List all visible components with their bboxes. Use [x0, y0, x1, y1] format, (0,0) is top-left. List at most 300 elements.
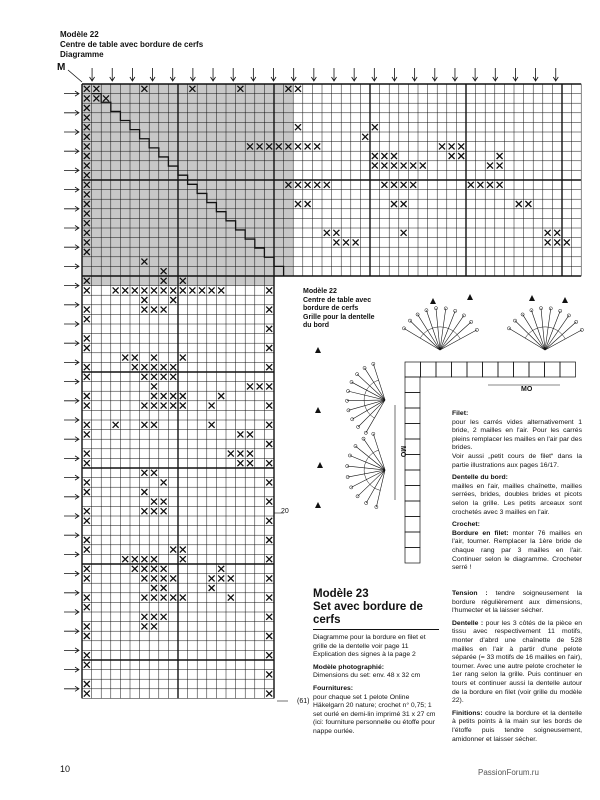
lace-tip	[315, 407, 321, 413]
inset-caption	[303, 288, 383, 331]
photo-label: Modèle photographié:	[313, 663, 384, 671]
x-mark	[141, 287, 147, 293]
x-mark	[247, 451, 253, 457]
fan-top-left-spoke	[440, 308, 446, 350]
x-mark	[266, 537, 272, 543]
x-mark	[84, 451, 90, 457]
row-arrow-left	[64, 514, 79, 519]
m-marker-label: M	[57, 62, 66, 73]
x-mark	[84, 547, 90, 553]
x-mark	[84, 623, 90, 629]
x-mark	[132, 355, 138, 361]
x-mark	[266, 460, 272, 466]
x-mark	[266, 556, 272, 562]
x-mark	[295, 86, 301, 92]
row-arrow	[231, 68, 236, 81]
x-mark	[151, 307, 157, 313]
watermark: PassionForum.ru	[478, 768, 539, 777]
x-mark	[324, 230, 330, 236]
inset-title: Centre de table avec bordure de cerfs	[303, 296, 372, 312]
lace-box	[405, 408, 420, 424]
supplies-text: pour chaque set 1 pelote Online Häkelgarn 20 nature; crochet n° 0,75; 1 set ourlé en demi-lin imprimé 31 x 27 cm (ici: fourniture personnelle ou étoffe pour nappe ourlée.	[313, 693, 436, 735]
row-arrow-left	[64, 302, 79, 307]
fan-top-right-spoke	[523, 314, 545, 350]
x-mark	[257, 383, 263, 389]
model-23-subtitle: Set avec bordure de cerfs	[313, 601, 423, 626]
x-mark	[401, 201, 407, 207]
x-mark	[333, 239, 339, 245]
lace-tip	[529, 295, 535, 301]
x-mark	[84, 460, 90, 466]
x-mark	[132, 364, 138, 370]
x-mark	[266, 499, 272, 505]
x-mark	[525, 201, 531, 207]
x-mark	[84, 691, 90, 697]
x-mark	[84, 575, 90, 581]
x-mark	[391, 163, 397, 169]
lace-box	[545, 362, 561, 377]
lace-box	[483, 362, 499, 377]
x-mark	[151, 403, 157, 409]
x-mark	[353, 239, 359, 245]
x-mark	[247, 460, 253, 466]
x-mark	[266, 652, 272, 658]
x-mark	[458, 153, 464, 159]
row-arrow	[533, 68, 538, 81]
fan-left-top-arc	[364, 380, 378, 418]
x-mark	[161, 508, 167, 514]
x-mark	[477, 182, 483, 188]
x-mark	[497, 153, 503, 159]
x-mark	[449, 143, 455, 149]
x-mark	[209, 585, 215, 591]
x-mark	[161, 374, 167, 380]
lace-box	[421, 362, 437, 377]
x-mark	[170, 374, 176, 380]
row-arrow	[170, 68, 175, 81]
x-mark	[141, 556, 147, 562]
row-arrow-left	[64, 590, 79, 595]
x-mark	[266, 671, 272, 677]
model-23-section	[313, 588, 439, 741]
row-arrow	[493, 68, 498, 81]
x-mark	[141, 489, 147, 495]
x-mark	[84, 431, 90, 437]
x-mark	[161, 393, 167, 399]
fan-top-left-spoke	[440, 315, 464, 350]
x-mark	[266, 441, 272, 447]
x-mark	[161, 307, 167, 313]
lace-box	[452, 362, 468, 377]
fan-left-bottom-spoke	[358, 470, 385, 496]
lace-box	[514, 362, 530, 377]
x-mark	[84, 662, 90, 668]
row-arrow	[392, 68, 397, 81]
x-mark	[266, 383, 272, 389]
x-mark	[161, 614, 167, 620]
x-mark	[305, 182, 311, 188]
x-mark	[132, 287, 138, 293]
x-mark	[554, 230, 560, 236]
x-mark	[84, 307, 90, 313]
row-arrow	[90, 68, 95, 81]
x-mark	[141, 623, 147, 629]
row-arrow-left	[64, 264, 79, 269]
x-mark	[161, 499, 167, 505]
inset-model: Modèle 22	[303, 288, 337, 295]
lace-box	[436, 362, 452, 377]
row-arrow-left	[64, 283, 79, 288]
lace-tip	[430, 298, 436, 304]
lace-box	[405, 362, 421, 377]
x-mark	[84, 479, 90, 485]
x-mark	[151, 556, 157, 562]
fan-top-right-picot	[575, 320, 578, 323]
x-mark	[333, 230, 339, 236]
x-mark	[266, 326, 272, 332]
x-mark	[381, 153, 387, 159]
fan-top-right-spoke	[545, 330, 582, 350]
x-mark	[372, 153, 378, 159]
x-mark	[343, 239, 349, 245]
fan-left-bottom-spoke	[373, 434, 385, 470]
x-mark	[218, 287, 224, 293]
row-arrow-left	[64, 130, 79, 135]
tension-text: tendre soigneusement la bordure régulièrement aux dimensions, l'humecter et la laisser sécher.	[452, 590, 583, 615]
lace-tip	[315, 502, 321, 508]
x-mark	[122, 287, 128, 293]
dentelle2-label: Dentelle :	[452, 619, 484, 627]
x-mark	[84, 335, 90, 341]
grid-marker-61: (61)	[297, 698, 310, 705]
x-mark	[180, 547, 186, 553]
x-mark	[151, 287, 157, 293]
row-arrow-left	[64, 686, 79, 691]
crochet-label: Crochet:	[452, 521, 480, 529]
x-mark	[170, 547, 176, 553]
x-mark	[170, 364, 176, 370]
x-mark	[84, 374, 90, 380]
x-mark	[266, 479, 272, 485]
row-arrow	[190, 68, 195, 81]
finitions-text: coudre la bordure et la dentelle à petits points à la main sur les bords de l'étoffe puis tendre soigneusement, amidonner et laisser sécher.	[452, 709, 582, 743]
x-mark	[266, 595, 272, 601]
x-mark	[305, 201, 311, 207]
x-mark	[391, 153, 397, 159]
finitions-label: Finitions:	[452, 709, 483, 717]
x-mark	[141, 374, 147, 380]
x-mark	[84, 652, 90, 658]
x-mark	[122, 556, 128, 562]
x-mark	[209, 287, 215, 293]
lace-box	[405, 548, 420, 564]
crochet-text: monter 76 mailles en l'air, tourner. Remplacer la 1ère bride de chaque rang par 3 mailles en l'air. Continuer selon le diagramme. Crocheter serré !	[452, 529, 583, 572]
row-arrow	[372, 68, 377, 81]
x-mark	[151, 595, 157, 601]
x-mark	[132, 556, 138, 562]
lace-box	[405, 455, 420, 471]
fan-left-bottom-spoke	[355, 446, 385, 470]
x-mark	[391, 182, 397, 188]
x-mark	[170, 595, 176, 601]
x-mark	[247, 431, 253, 437]
x-mark	[84, 403, 90, 409]
x-mark	[237, 451, 243, 457]
x-mark	[228, 451, 234, 457]
lace-tip	[562, 297, 568, 303]
x-mark	[266, 403, 272, 409]
x-mark	[161, 595, 167, 601]
x-mark	[180, 393, 186, 399]
x-mark	[84, 566, 90, 572]
supplies-label: Fournitures:	[313, 684, 354, 692]
x-mark	[237, 431, 243, 437]
x-mark	[84, 422, 90, 428]
x-mark	[170, 575, 176, 581]
filet-label: Filet:	[452, 410, 469, 417]
x-mark	[84, 518, 90, 524]
x-mark	[141, 403, 147, 409]
x-mark	[180, 287, 186, 293]
filet-text: pour les carrés vides alternativement 1 bride, 2 mailles en l'air. Pour les carrés pleins remplacer les mailles en l'air par des brides.	[452, 418, 582, 452]
x-mark	[113, 422, 119, 428]
x-mark	[295, 182, 301, 188]
lace-tip	[315, 347, 321, 353]
x-mark	[228, 575, 234, 581]
row-arrow	[311, 68, 316, 81]
row-arrow-left	[64, 322, 79, 327]
x-mark	[170, 403, 176, 409]
x-mark	[151, 393, 157, 399]
row-arrow-left	[64, 398, 79, 403]
lace-box	[405, 424, 420, 440]
x-mark	[84, 316, 90, 322]
x-mark	[141, 575, 147, 581]
photo-text: Dimensions du set: env. 48 x 32 cm	[313, 672, 421, 680]
lace-box	[405, 517, 420, 533]
x-mark	[497, 182, 503, 188]
x-mark	[554, 239, 560, 245]
row-arrow-left	[64, 437, 79, 442]
dentelle2-text: pour les 3 côtés de la pièce en tissu avec respectivement 11 motifs, monter d'abrd une chaînette de 528 mailles en l'air à partir d'une pelote séparée (= 33 motifs de 16 mailles en l'air), tourner. Avec une autre pelote crocheter le 1er rang selon la grille. Puis continuer en tours et continuer aussi la dentelle autour de la bordure en filet (voir grille du modèle 22).	[452, 619, 582, 705]
lace-tip	[467, 294, 473, 300]
x-mark	[314, 182, 320, 188]
row-arrow	[513, 68, 518, 81]
x-mark	[141, 470, 147, 476]
row-arrow-left	[64, 552, 79, 557]
x-mark	[372, 124, 378, 130]
row-arrow	[130, 68, 135, 81]
model-23-title: Modèle 23	[313, 588, 369, 600]
x-mark	[84, 287, 90, 293]
fan-top-right-spoke	[545, 315, 569, 350]
row-arrow-left	[64, 110, 79, 115]
x-mark	[266, 364, 272, 370]
x-mark	[113, 287, 119, 293]
x-mark	[84, 364, 90, 370]
x-mark	[381, 163, 387, 169]
x-mark	[420, 163, 426, 169]
x-mark	[468, 182, 474, 188]
x-mark	[247, 383, 253, 389]
row-arrow	[452, 68, 457, 81]
x-mark	[218, 575, 224, 581]
x-mark	[170, 287, 176, 293]
fan-left-top-spoke	[347, 400, 385, 401]
instructions-column-bottom	[452, 590, 582, 748]
dentelle-label: Dentelle du bord:	[452, 474, 508, 482]
x-mark	[180, 556, 186, 562]
lace-box	[529, 362, 545, 377]
lace-box	[405, 470, 420, 486]
row-arrow-left	[64, 494, 79, 499]
fan-top-right-spoke	[509, 328, 545, 350]
lace-box	[467, 362, 483, 377]
row-arrow-left	[64, 226, 79, 231]
x-mark	[545, 230, 551, 236]
row-arrow-left	[64, 629, 79, 634]
row-arrow-left	[64, 187, 79, 192]
x-mark	[84, 345, 90, 351]
x-mark	[266, 575, 272, 581]
row-arrow	[332, 68, 337, 81]
x-mark	[209, 403, 215, 409]
x-mark	[151, 374, 157, 380]
x-mark	[84, 633, 90, 639]
x-mark	[84, 595, 90, 601]
row-arrow-left	[64, 533, 79, 538]
x-mark	[449, 153, 455, 159]
row-arrow-left	[64, 245, 79, 250]
x-mark	[132, 566, 138, 572]
lace-box	[498, 362, 514, 377]
row-arrow	[352, 68, 357, 81]
row-arrow	[211, 68, 216, 81]
lace-tip	[317, 462, 323, 468]
fan-left-bottom-spoke	[347, 466, 385, 470]
lace-box	[405, 532, 420, 548]
x-mark	[401, 182, 407, 188]
fan-top-left-spoke	[440, 322, 471, 350]
x-mark	[324, 182, 330, 188]
lace-box	[405, 501, 420, 517]
x-mark	[170, 393, 176, 399]
x-mark	[122, 355, 128, 361]
inset-subtitle: Grille pour la dentelle du bord	[303, 313, 375, 329]
x-mark	[180, 595, 186, 601]
mo-label-horizontal: MO	[521, 386, 533, 393]
row-arrow-left	[64, 648, 79, 653]
x-mark	[458, 143, 464, 149]
x-mark	[151, 575, 157, 581]
lace-box	[405, 439, 420, 455]
x-mark	[487, 182, 493, 188]
x-mark	[266, 287, 272, 293]
x-mark	[439, 143, 445, 149]
x-mark	[180, 355, 186, 361]
lace-box	[560, 362, 576, 377]
x-mark	[266, 633, 272, 639]
x-mark	[545, 239, 551, 245]
row-arrow-left	[64, 206, 79, 211]
x-mark	[84, 508, 90, 514]
x-mark	[84, 489, 90, 495]
row-arrow	[473, 68, 478, 81]
x-mark	[141, 307, 147, 313]
lace-box	[405, 486, 420, 502]
fan-top-right-picot	[559, 309, 562, 312]
x-mark	[151, 566, 157, 572]
x-mark	[314, 143, 320, 149]
fan-top-left-spoke	[404, 328, 440, 350]
x-mark	[237, 460, 243, 466]
x-mark	[161, 566, 167, 572]
fan-top-right-spoke	[545, 322, 576, 350]
x-mark	[84, 681, 90, 687]
x-mark	[170, 297, 176, 303]
row-arrow-left	[64, 610, 79, 615]
fan-left-top-spoke	[348, 391, 385, 400]
x-mark	[266, 422, 272, 428]
x-mark	[151, 499, 157, 505]
x-mark	[218, 393, 224, 399]
row-arrow	[553, 68, 558, 81]
x-mark	[410, 163, 416, 169]
header-model: Modèle 22	[60, 30, 99, 39]
dentelle-text: mailles en l'air, mailles chaînette, mailles serrées, brides, doubles brides et picots selon la grille. Les petits arceaux sont crochetés avec 3 mailles en l'air.	[452, 482, 582, 516]
x-mark	[151, 422, 157, 428]
x-mark	[266, 307, 272, 313]
x-mark	[266, 614, 272, 620]
x-mark	[180, 403, 186, 409]
x-mark	[151, 383, 157, 389]
x-mark	[161, 585, 167, 591]
x-mark	[189, 287, 195, 293]
grid-marker-20: 20	[281, 508, 289, 515]
fan-top-left-spoke	[410, 321, 440, 350]
row-arrow-left	[64, 475, 79, 480]
x-mark	[151, 470, 157, 476]
x-mark	[295, 201, 301, 207]
x-mark	[487, 163, 493, 169]
row-arrow	[110, 68, 115, 81]
x-mark	[516, 201, 522, 207]
x-mark	[151, 614, 157, 620]
x-mark	[151, 364, 157, 370]
row-arrow-left	[64, 571, 79, 576]
x-mark	[84, 604, 90, 610]
x-mark	[84, 537, 90, 543]
x-mark	[141, 297, 147, 303]
row-arrow-left	[64, 168, 79, 173]
fan-top-right-spoke	[515, 321, 545, 350]
x-mark	[151, 623, 157, 629]
x-mark	[141, 614, 147, 620]
lace-box	[405, 393, 420, 409]
x-mark	[266, 345, 272, 351]
row-arrow	[271, 68, 276, 81]
x-mark	[564, 239, 570, 245]
bordure-label: Bordure en filet:	[452, 529, 509, 537]
x-mark	[141, 364, 147, 370]
x-mark	[209, 422, 215, 428]
x-mark	[410, 182, 416, 188]
fan-top-right-spoke	[545, 308, 551, 350]
x-mark	[497, 163, 503, 169]
header-diagram: Diagramme	[60, 50, 104, 59]
x-mark	[84, 393, 90, 399]
x-mark	[391, 201, 397, 207]
